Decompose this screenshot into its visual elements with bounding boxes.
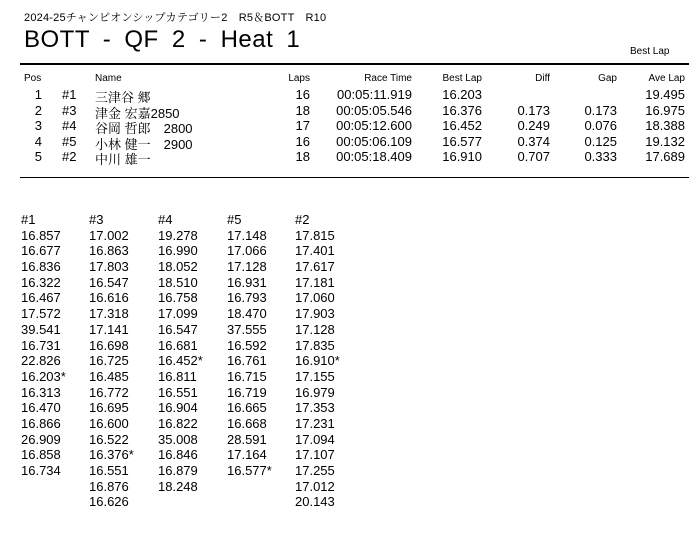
result-cell-ave-lap: 19.495 xyxy=(645,87,685,102)
result-cell-pos: 3 xyxy=(34,118,42,134)
lap-time: 17.148 xyxy=(227,227,267,243)
lap-time: 17.012 xyxy=(295,478,335,494)
lap-time: 17.572 xyxy=(21,306,61,322)
result-cell-name: 小林 健一 2900 xyxy=(95,136,193,152)
lap-time: 35.008 xyxy=(158,431,198,447)
lap-time: 17.181 xyxy=(295,274,335,290)
lap-time: 16.616 xyxy=(89,290,129,306)
lap-time: 16.376* xyxy=(89,447,134,463)
lap-column xyxy=(158,212,203,494)
lap-time: 17.903 xyxy=(295,306,335,322)
lap-time: 16.665 xyxy=(227,400,267,416)
lap-time: 22.826 xyxy=(21,353,61,369)
lap-time: 17.164 xyxy=(227,447,267,463)
result-cell-no: #1 xyxy=(62,87,77,102)
lap-column-car-number: #5 xyxy=(227,212,242,227)
result-cell-no: #4 xyxy=(62,118,77,134)
lap-time: 16.203* xyxy=(21,368,66,384)
lap-time: 16.551 xyxy=(158,384,198,400)
header-rule xyxy=(20,63,689,65)
lap-time: 17.835 xyxy=(295,337,335,353)
lap-time: 19.278 xyxy=(158,227,198,243)
result-cell-gap: 0.125 xyxy=(584,133,617,149)
column-header-laps: Laps xyxy=(288,73,310,84)
lap-time: 16.677 xyxy=(21,243,61,259)
result-cell-race-time: 00:05:12.600 xyxy=(336,118,412,134)
lap-time: 16.547 xyxy=(158,321,198,337)
lap-time: 17.002 xyxy=(89,227,129,243)
result-cell-race-time: 00:05:18.409 xyxy=(336,149,412,165)
lap-time: 17.617 xyxy=(295,259,335,275)
result-cell-name: 津金 宏嘉2850 xyxy=(95,105,180,121)
result-cell-no: #3 xyxy=(62,102,77,118)
lap-time: 16.551 xyxy=(89,463,129,478)
lap-time: 18.510 xyxy=(158,274,198,290)
lap-time: 16.772 xyxy=(89,384,129,400)
lap-time: 18.248 xyxy=(158,478,198,494)
lap-time: 17.128 xyxy=(295,321,335,337)
column-header-ave-lap: Ave Lap xyxy=(648,73,685,84)
lap-time: 17.060 xyxy=(295,290,335,306)
lap-time: 16.668 xyxy=(227,415,267,431)
lap-column-car-number: #2 xyxy=(295,212,310,227)
lap-column xyxy=(21,212,66,479)
lap-time: 17.401 xyxy=(295,243,335,259)
section-rule xyxy=(20,177,689,178)
result-cell-pos: 1 xyxy=(34,87,42,102)
result-cell-no: #2 xyxy=(62,149,77,165)
lap-time: 26.909 xyxy=(21,431,61,447)
result-cell-pos: 4 xyxy=(34,133,42,149)
lap-time: 16.931 xyxy=(227,274,267,290)
result-cell-name: 中川 雄一 xyxy=(95,152,151,168)
result-cell-laps: 16 xyxy=(295,133,310,149)
column-header-pos: Pos xyxy=(24,73,42,84)
lap-time: 16.626 xyxy=(89,494,129,510)
lap-column xyxy=(227,212,272,479)
best-lap-header-label: Best Lap xyxy=(630,46,670,57)
lap-time: 17.318 xyxy=(89,306,129,322)
lap-time: 16.761 xyxy=(227,353,267,369)
result-cell-ave-lap: 17.689 xyxy=(645,149,685,165)
lap-time: 16.322 xyxy=(21,274,61,290)
column-header-best-lap: Best Lap xyxy=(442,73,482,84)
result-cell-laps: 16 xyxy=(295,87,310,102)
lap-column-car-number: #3 xyxy=(89,212,104,227)
lap-time: 16.485 xyxy=(89,368,129,384)
lap-time: 16.846 xyxy=(158,447,198,463)
lap-time: 17.231 xyxy=(295,415,335,431)
lap-time: 16.866 xyxy=(21,415,61,431)
result-cell-race-time: 00:05:05.546 xyxy=(336,102,412,118)
result-cell-race-time: 00:05:11.919 xyxy=(337,87,412,102)
result-cell-best-lap: 16.452 xyxy=(442,118,482,134)
result-row xyxy=(0,87,700,103)
lap-time: 16.592 xyxy=(227,337,267,353)
lap-time: 17.353 xyxy=(295,400,335,416)
result-row xyxy=(0,134,700,150)
lap-time: 20.143 xyxy=(295,494,335,510)
result-cell-pos: 2 xyxy=(34,102,42,118)
result-cell-name: 三津谷 郷 xyxy=(95,90,151,105)
lap-column-car-number: #1 xyxy=(21,212,36,227)
lap-time: 17.803 xyxy=(89,259,129,275)
lap-time: 16.858 xyxy=(21,447,61,463)
lap-time: 16.313 xyxy=(21,384,61,400)
lap-time: 17.815 xyxy=(295,227,335,243)
lap-time: 16.547 xyxy=(89,274,129,290)
lap-time: 17.107 xyxy=(295,447,335,463)
lap-time: 37.555 xyxy=(227,321,267,337)
lap-time: 16.731 xyxy=(21,337,61,353)
result-cell-laps: 18 xyxy=(295,149,310,165)
result-cell-no: #5 xyxy=(62,133,77,149)
lap-time: 17.099 xyxy=(158,306,198,322)
result-cell-ave-lap: 16.975 xyxy=(645,102,685,118)
result-cell-best-lap: 16.203 xyxy=(442,87,482,102)
lap-time: 16.863 xyxy=(89,243,129,259)
result-cell-race-time: 00:05:06.109 xyxy=(336,133,412,149)
result-cell-best-lap: 16.577 xyxy=(442,133,482,149)
result-row xyxy=(0,149,700,168)
result-cell-ave-lap: 18.388 xyxy=(645,118,685,134)
lap-time: 16.725 xyxy=(89,353,129,369)
lap-time: 16.876 xyxy=(89,478,129,494)
result-row xyxy=(0,118,700,137)
result-cell-diff: 0.249 xyxy=(517,118,550,134)
lap-time: 39.541 xyxy=(21,321,61,337)
lap-time: 16.470 xyxy=(21,400,61,416)
lap-time: 16.719 xyxy=(227,384,267,400)
result-cell-gap: 0.173 xyxy=(584,102,617,118)
lap-time: 17.141 xyxy=(89,321,129,337)
lap-column xyxy=(295,212,340,510)
lap-time: 16.990 xyxy=(158,243,198,259)
result-cell-diff: 0.173 xyxy=(517,102,550,118)
lap-column xyxy=(89,212,134,510)
lap-time: 16.857 xyxy=(21,227,61,243)
lap-time: 16.681 xyxy=(158,337,198,353)
result-cell-diff: 0.374 xyxy=(517,133,550,149)
result-cell-diff: 0.707 xyxy=(517,149,550,165)
column-header-gap: Gap xyxy=(598,73,617,84)
lap-time: 16.695 xyxy=(89,400,129,416)
lap-time: 16.715 xyxy=(227,368,267,384)
lap-time: 16.910* xyxy=(295,353,340,369)
lap-time: 16.734 xyxy=(21,463,61,478)
lap-time: 17.066 xyxy=(227,243,267,259)
lap-time: 16.522 xyxy=(89,431,129,447)
column-header-diff: Diff xyxy=(535,73,550,84)
lap-time: 17.155 xyxy=(295,368,335,384)
column-header-race-time: Race Time xyxy=(364,73,412,84)
result-row xyxy=(0,103,700,119)
result-cell-ave-lap: 19.132 xyxy=(645,133,685,149)
lap-time: 16.600 xyxy=(89,415,129,431)
result-cell-gap: 0.333 xyxy=(584,149,617,165)
lap-time: 18.052 xyxy=(158,259,198,275)
lap-time: 16.698 xyxy=(89,337,129,353)
lap-time: 16.452* xyxy=(158,353,203,369)
lap-time: 16.811 xyxy=(158,368,197,384)
lap-time: 16.979 xyxy=(295,384,335,400)
lap-time: 16.793 xyxy=(227,290,267,306)
result-cell-name: 谷岡 哲郎 2800 xyxy=(95,121,193,137)
lap-time: 16.822 xyxy=(158,415,198,431)
lap-time: 16.904 xyxy=(158,400,198,416)
result-cell-pos: 5 xyxy=(34,149,42,165)
result-cell-gap: 0.076 xyxy=(584,118,617,134)
event-subtitle: 2024-25チャンピオンシップカテゴリー2 R5＆BOTT R10 xyxy=(24,12,327,24)
result-cell-laps: 18 xyxy=(295,102,310,118)
lap-time: 16.577* xyxy=(227,463,272,478)
lap-time: 16.836 xyxy=(21,259,61,275)
result-cell-best-lap: 16.910 xyxy=(442,149,482,165)
lap-time: 16.467 xyxy=(21,290,61,306)
lap-time: 17.128 xyxy=(227,259,267,275)
lap-time: 17.094 xyxy=(295,431,335,447)
result-cell-laps: 17 xyxy=(295,118,310,134)
result-cell-best-lap: 16.376 xyxy=(442,102,482,118)
lap-time: 16.879 xyxy=(158,463,198,478)
lap-time: 16.758 xyxy=(158,290,198,306)
page-title: BOTT - QF 2 - Heat 1 xyxy=(24,26,301,53)
lap-time: 17.255 xyxy=(295,463,335,478)
column-header-name: Name xyxy=(95,73,122,84)
lap-time: 18.470 xyxy=(227,306,267,322)
lap-column-car-number: #4 xyxy=(158,212,173,227)
lap-time: 28.591 xyxy=(227,431,267,447)
